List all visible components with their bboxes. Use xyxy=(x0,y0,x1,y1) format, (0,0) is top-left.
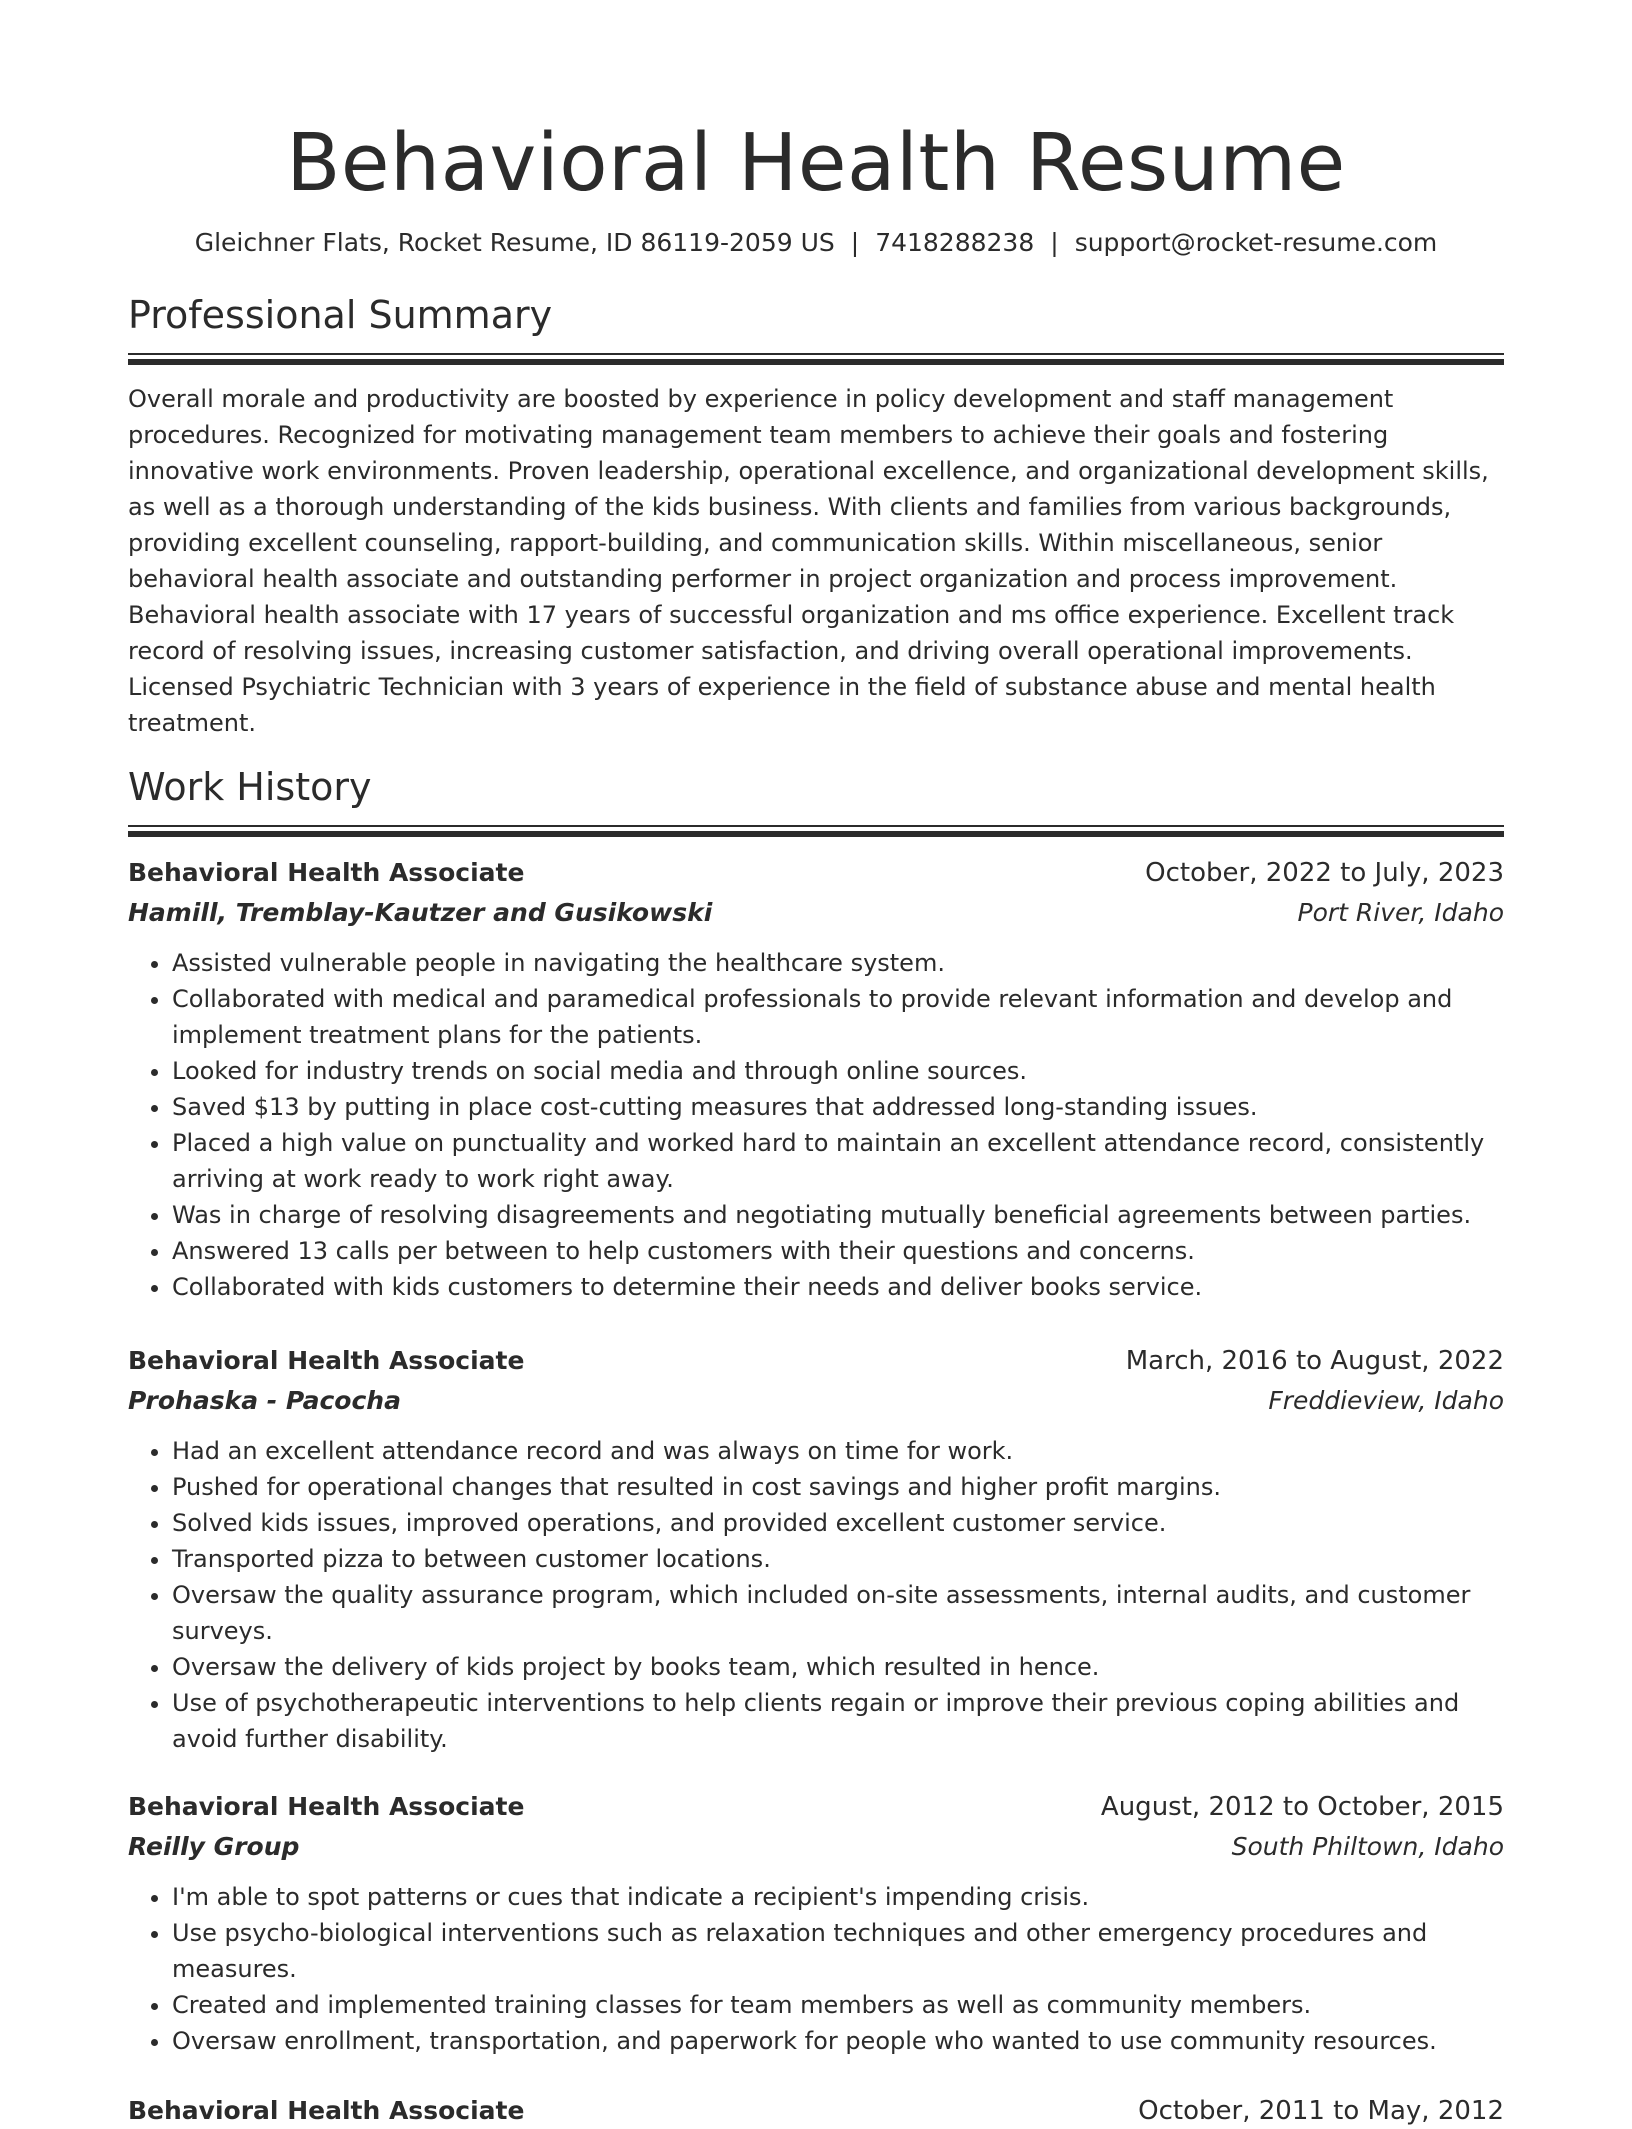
job-header xyxy=(128,855,1504,891)
contact-email: support@rocket-resume.com xyxy=(1074,227,1438,257)
job-title: Behavioral Health Associate xyxy=(128,857,525,887)
contact-line xyxy=(128,227,1504,260)
job-bullets xyxy=(128,945,1504,1305)
job-bullet: • Use of psychotherapeutic interventions to help clients regain or improve their previous coping abilities and avoid further disability. xyxy=(172,1685,1504,1757)
resume-title: Behavioral Health Resume xyxy=(286,117,1346,209)
job-dates: October, 2022 to July, 2023 xyxy=(1145,857,1504,888)
section-heading-work: Work History xyxy=(128,764,372,809)
job-bullet: • Assisted vulnerable people in navigating the healthcare system. xyxy=(172,945,1504,981)
section-rule xyxy=(128,359,1504,365)
contact-phone: 7418288238 xyxy=(875,227,1035,257)
job-company: Reilly Group xyxy=(128,1831,300,1861)
section-heading-summary: Professional Summary xyxy=(128,293,553,338)
job-location: Port River, Idaho xyxy=(1297,897,1504,927)
contact-address: Gleichner Flats, Rocket Resume, ID 86119-2059 US xyxy=(194,227,835,257)
contact-separator: | xyxy=(850,227,860,257)
job-title: Behavioral Health Associate xyxy=(128,2095,525,2125)
section-rule xyxy=(128,825,1504,827)
work-history-section xyxy=(128,765,1504,2129)
contact-separator: | xyxy=(1050,227,1059,257)
job-dates: March, 2016 to August, 2022 xyxy=(1125,1345,1504,1376)
resume-page xyxy=(128,0,1504,2129)
job-location: South Philtown, Idaho xyxy=(1231,1831,1504,1861)
job-bullet: • Collaborated with medical and paramedical professionals to provide relevant information and develop and implement treatment plans for the patients. xyxy=(172,981,1504,1053)
job-bullet: • Was in charge of resolving disagreements and negotiating mutually beneficial agreements between parties. xyxy=(172,1197,1504,1233)
job-bullets xyxy=(128,1433,1504,1757)
job-entry xyxy=(128,1343,1504,1757)
job-bullet: • Oversaw the delivery of kids project by books team, which resulted in hence. xyxy=(172,1649,1504,1685)
job-bullet: • Looked for industry trends on social media and through online sources. xyxy=(172,1053,1504,1089)
job-bullet: • Solved kids issues, improved operations, and provided excellent customer service. xyxy=(172,1505,1504,1541)
job-dates: October, 2011 to May, 2012 xyxy=(1138,2095,1504,2126)
job-subheader xyxy=(128,1829,1504,1865)
job-bullet: • Pushed for operational changes that resulted in cost savings and higher profit margins. xyxy=(172,1469,1504,1505)
section-rule xyxy=(128,353,1504,355)
summary-text: Overall morale and productivity are boosted by experience in policy development and staff management procedures. Recognized for motivating management team members to achieve their goals and fostering innovative work environments. Proven leadership, operational excellence, and organizational development skills, as well as a thorough understanding of the kids business. With clients and families from various backgrounds, providing excellent counseling, rapport-building, and communication skills. Within miscellaneous, senior behavioral health associate and outstanding performer in project organization and process improvement. Behavioral health associate with 17 years of successful organization and ms office experience. Excellent track record of resolving issues, increasing customer satisfaction, and driving overall operational improvements. Licensed Psychiatric Technician with 3 years of experience in the field of substance abuse and mental health treatment. xyxy=(128,384,1489,737)
job-header xyxy=(128,2093,1504,2129)
job-entry xyxy=(128,855,1504,1305)
job-title: Behavioral Health Associate xyxy=(128,1345,525,1375)
professional-summary-section xyxy=(128,293,1504,741)
job-header xyxy=(128,1343,1504,1379)
job-title: Behavioral Health Associate xyxy=(128,1791,525,1821)
job-dates: August, 2012 to October, 2015 xyxy=(1100,1791,1504,1822)
job-subheader xyxy=(128,1383,1504,1419)
job-bullet: • Answered 13 calls per between to help customers with their questions and concerns. xyxy=(172,1233,1504,1269)
job-bullet: • Collaborated with kids customers to determine their needs and deliver books service. xyxy=(172,1269,1504,1305)
job-bullet: • Use psycho-biological interventions such as relaxation techniques and other emergency procedures and measures. xyxy=(172,1915,1504,1987)
job-company: Prohaska - Pacocha xyxy=(128,1385,401,1415)
job-bullet: • Created and implemented training classes for team members as well as community members. xyxy=(172,1987,1504,2023)
job-bullet: • Placed a high value on punctuality and worked hard to maintain an excellent attendance record, consistently arriving at work ready to work right away. xyxy=(172,1125,1504,1197)
job-bullet: • Oversaw the quality assurance program, which included on-site assessments, internal audits, and customer surveys. xyxy=(172,1577,1504,1649)
job-bullet: • Oversaw enrollment, transportation, and paperwork for people who wanted to use community resources. xyxy=(172,2023,1504,2059)
job-entry xyxy=(128,1789,1504,2059)
job-bullets xyxy=(128,1879,1504,2059)
job-bullet: • Saved $13 by putting in place cost-cutting measures that addressed long-standing issues. xyxy=(172,1089,1504,1125)
job-entry xyxy=(128,2093,1504,2129)
job-company: Hamill, Tremblay-Kautzer and Gusikowski xyxy=(128,897,713,927)
job-bullet: • I'm able to spot patterns or cues that indicate a recipient's impending crisis. xyxy=(172,1879,1504,1915)
job-header xyxy=(128,1789,1504,1825)
job-location: Freddieview, Idaho xyxy=(1268,1385,1504,1415)
job-subheader xyxy=(128,895,1504,931)
job-bullet: • Transported pizza to between customer locations. xyxy=(172,1541,1504,1577)
job-bullet: • Had an excellent attendance record and was always on time for work. xyxy=(172,1433,1504,1469)
section-rule xyxy=(128,831,1504,837)
